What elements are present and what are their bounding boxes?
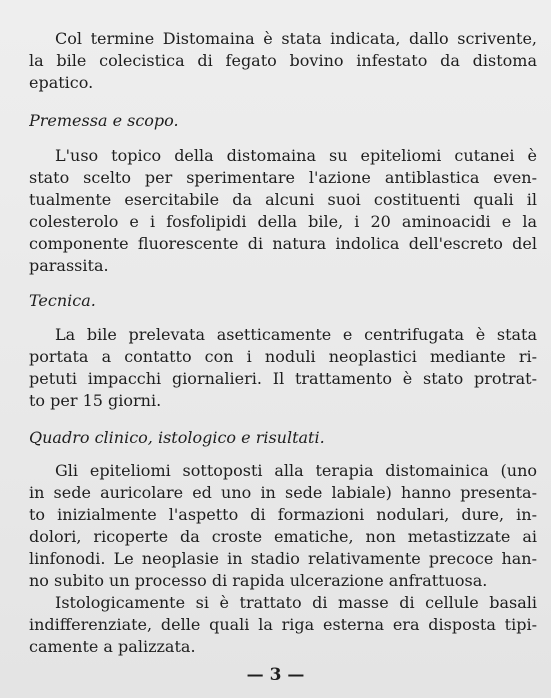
- paragraph-line: stato scelto per sperimentare l'azione antiblastica even-: [29, 168, 537, 187]
- intro-line: epatico.: [29, 73, 94, 92]
- paragraph-line: to inizialmente l'aspetto di formazioni nodulari, dure, in-: [29, 505, 537, 524]
- paragraph-line: parassita.: [29, 256, 109, 275]
- paragraph-line: tualmente esercitabile da alcuni suoi costituenti quali il: [29, 190, 537, 209]
- paragraph-line: portata a contatto con i noduli neoplastici mediante ri-: [29, 347, 537, 366]
- intro-line: la bile colecistica di fegato bovino infestato da distoma: [29, 51, 537, 70]
- section-heading: Tecnica.: [29, 291, 96, 310]
- paragraph-line: camente a palizzata.: [29, 637, 196, 656]
- paragraph-line: indifferenziate, delle quali la riga esterna era disposta tipi-: [29, 615, 537, 634]
- paragraph-line: in sede auricolare ed uno in sede labiale) hanno presenta-: [29, 483, 537, 502]
- paragraph-line: petuti impacchi giornalieri. Il trattamento è stato protrat-: [29, 369, 537, 388]
- page-number: — 3 —: [246, 665, 305, 685]
- paragraph-line: Istologicamente si è trattato di masse di cellule basali: [55, 593, 537, 612]
- section-heading: Quadro clinico, istologico e risultati.: [29, 428, 325, 447]
- paragraph-line: componente fluorescente di natura indolica dell'escreto del: [29, 234, 537, 253]
- paragraph-line: dolori, ricoperte da croste ematiche, non metastizzate ai: [29, 527, 537, 546]
- section-heading: Premessa e scopo.: [29, 111, 179, 130]
- paragraph-line: to per 15 giorni.: [29, 391, 162, 410]
- paragraph-line: L'uso topico della distomaina su epiteliomi cutanei è: [55, 146, 537, 165]
- paragraph-line: no subito un processo di rapida ulcerazione anfrattuosa.: [29, 571, 488, 590]
- paragraph-line: colesterolo e i fosfolipidi della bile, i 20 aminoacidi e la: [29, 212, 537, 231]
- paragraph-line: La bile prelevata asetticamente e centrifugata è stata: [55, 325, 537, 344]
- paragraph-line: Gli epiteliomi sottoposti alla terapia distomainica (uno: [55, 461, 537, 480]
- intro-line: Col termine Distomaina è stata indicata, dallo scrivente,: [55, 29, 537, 48]
- paragraph-line: linfonodi. Le neoplasie in stadio relativamente precoce han-: [29, 549, 537, 568]
